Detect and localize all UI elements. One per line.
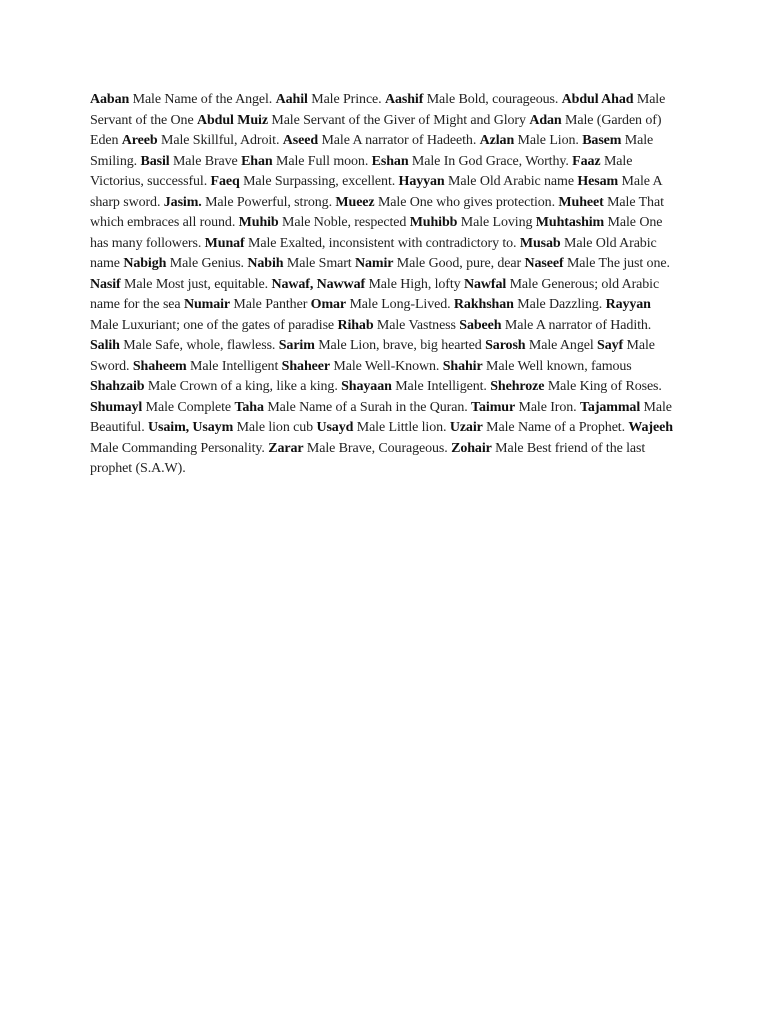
entry-gender: Male — [318, 338, 347, 353]
name-entry — [450, 420, 625, 435]
entry-meaning: Smiling. — [90, 153, 138, 169]
entry-gender: Male — [636, 92, 666, 107]
entry-gender: Male — [395, 379, 424, 394]
entry-gender: Male — [564, 235, 593, 251]
entry-meaning: Servant of the One — [90, 112, 194, 128]
entry-gender: Male — [396, 256, 426, 271]
entry-gender: Male — [607, 194, 636, 210]
entry-gender: Male — [643, 399, 672, 415]
entry-name: Nasif — [90, 276, 121, 292]
entry-name: Wajeeh — [628, 420, 673, 435]
entry-gender: Male — [368, 276, 397, 292]
entry-gender: Male — [356, 420, 386, 435]
entry-name: Adan — [529, 112, 562, 128]
entry-name: Aaban — [90, 92, 130, 107]
entry-name: Rakhshan — [453, 297, 514, 312]
name-entry — [140, 154, 237, 169]
entry-gender: Male — [460, 215, 490, 230]
entry-gender: Male — [169, 256, 199, 271]
name-entry — [279, 338, 482, 353]
names-document-body — [90, 90, 682, 480]
entry-name: Muheet — [558, 194, 604, 210]
entry-meaning: Intelligent — [221, 358, 279, 374]
entry-meaning: Smart — [318, 256, 352, 271]
name-entry — [282, 359, 440, 374]
entry-name: Muhibb — [409, 215, 458, 230]
name-entry — [90, 277, 268, 292]
entry-meaning: Noble, respected — [313, 215, 407, 230]
entry-gender: Male — [267, 399, 296, 415]
entry-meaning: lion cub — [268, 420, 314, 435]
entry-name: Shaheer — [281, 358, 330, 374]
entry-gender: Male — [426, 92, 456, 107]
name-entry — [90, 379, 338, 394]
name-entry — [276, 92, 382, 107]
entry-name: Nawaf, Nawwaf — [271, 276, 366, 292]
entry-name: Mueez — [335, 194, 375, 210]
entry-meaning: Full moon. — [307, 153, 369, 169]
entry-meaning: Exalted, inconsistent with contradictory to. — [279, 235, 517, 251]
entry-gender: Male — [566, 256, 596, 271]
name-entry — [283, 133, 476, 148]
name-entry — [480, 133, 579, 148]
entry-gender: Male — [626, 338, 655, 353]
entry-gender: Male — [528, 338, 558, 353]
entry-meaning: Iron. — [550, 399, 577, 415]
entry-name: Basil — [140, 153, 170, 169]
entry-name: Sarosh — [485, 338, 526, 353]
name-entry — [341, 379, 487, 394]
entry-name: Zarar — [268, 440, 304, 456]
entry-gender: Male — [306, 440, 336, 456]
entry-meaning: Good, pure, dear — [428, 256, 522, 271]
entry-meaning: Most just, equitable. — [155, 276, 269, 292]
entry-gender: Male — [90, 440, 119, 456]
name-entry — [123, 256, 244, 271]
entry-meaning: Dazzling. — [549, 297, 603, 312]
name-entry — [197, 113, 526, 128]
entry-gender: Male — [233, 297, 262, 312]
name-entry — [399, 174, 574, 189]
entry-gender: Male — [349, 297, 378, 312]
entry-gender: Male — [145, 399, 174, 415]
entry-meaning: King of Roses. — [579, 379, 662, 394]
entry-meaning: Safe, whole, flawless. — [155, 338, 276, 353]
entry-name: Basem — [582, 133, 622, 148]
entry-gender: Male — [565, 112, 594, 128]
entry-name: Nawfal — [463, 276, 507, 292]
entry-gender: Male — [509, 276, 538, 292]
entry-meaning: Well known, famous — [517, 358, 632, 374]
entry-name: Hayyan — [398, 174, 445, 189]
entry-name: Namir — [355, 256, 394, 271]
entry-name: Naseef — [524, 256, 564, 271]
name-entry — [148, 420, 313, 435]
entry-gender: Male — [236, 420, 265, 435]
entry-meaning: Angel — [559, 338, 594, 353]
entry-meaning: A sharp sword. — [90, 174, 662, 210]
entry-meaning: Little lion. — [388, 420, 447, 435]
entry-name: Taimur — [471, 399, 516, 415]
name-entry — [164, 195, 332, 210]
entry-name: Eshan — [371, 153, 409, 169]
name-entry — [184, 297, 307, 312]
entry-name: Usaim, Usaym — [148, 420, 234, 435]
entry-gender: Male — [411, 153, 441, 169]
name-entry — [239, 215, 407, 230]
entry-gender: Male — [321, 133, 350, 148]
name-entry — [90, 338, 275, 353]
entry-name: Rayyan — [605, 297, 651, 312]
entry-name: Aseed — [282, 133, 319, 148]
name-entry — [90, 92, 272, 107]
entry-meaning: Brave — [204, 153, 238, 169]
name-entry — [271, 277, 460, 292]
entry-name: Sabeeh — [459, 317, 502, 333]
entry-gender: Male — [123, 338, 152, 353]
entry-gender: Male — [486, 420, 515, 435]
name-entry — [524, 256, 669, 271]
name-entry — [90, 400, 231, 415]
name-entry — [355, 256, 521, 271]
entry-meaning: Lion. — [549, 133, 579, 148]
entry-meaning: Genius. — [201, 256, 244, 271]
entry-meaning: Generous; old Arabic name for the sea — [90, 276, 660, 312]
entry-name: Taha — [234, 399, 264, 415]
entry-meaning: Panther — [265, 297, 308, 312]
entry-name: Ehan — [241, 153, 273, 169]
entry-name: Abdul Muiz — [196, 112, 268, 128]
entry-gender: Male — [190, 358, 219, 374]
entry-gender: Male — [517, 297, 546, 312]
entry-name: Shahir — [442, 358, 483, 374]
entry-meaning: Powerful, strong. — [236, 194, 332, 210]
entry-meaning: Intelligent. — [426, 379, 487, 394]
name-entry — [471, 400, 577, 415]
name-entry — [247, 256, 351, 271]
entry-gender: Male — [518, 399, 547, 415]
name-entry — [211, 174, 396, 189]
entry-gender: Male — [311, 92, 340, 107]
entry-meaning: Beautiful. — [90, 420, 145, 435]
entry-meaning: Loving — [492, 215, 533, 230]
entry-name: Sarim — [278, 338, 315, 353]
entry-name: Shahzaib — [90, 379, 145, 394]
entry-gender: Male — [271, 112, 300, 128]
entry-name: Shayaan — [341, 379, 392, 394]
entry-meaning: Best friend of the last prophet (S.A.W). — [90, 440, 646, 476]
entry-meaning: Skillful, Adroit. — [192, 133, 280, 148]
entry-name: Muhib — [238, 215, 279, 230]
entry-meaning: Prince. — [343, 92, 382, 107]
entry-gender: Male — [603, 153, 633, 169]
entry-name: Rihab — [337, 317, 374, 333]
entry-meaning: Luxuriant; one of the gates of paradise — [121, 317, 335, 333]
name-entry — [372, 154, 569, 169]
entry-gender: Male — [448, 174, 477, 189]
entry-gender: Male — [547, 379, 577, 394]
entry-name: Muhtashim — [535, 215, 605, 230]
entry-meaning: Complete — [177, 399, 232, 415]
entry-meaning: Name of the Angel. — [164, 92, 273, 107]
entry-gender: Male — [147, 379, 177, 394]
entry-meaning: Old Arabic name — [90, 235, 657, 271]
entry-name: Nabigh — [123, 256, 167, 271]
entry-gender: Male — [504, 317, 534, 333]
entry-meaning: Well-Known. — [364, 358, 440, 374]
entry-name: Azlan — [479, 133, 515, 148]
name-entry — [316, 420, 446, 435]
entry-gender: Male — [248, 235, 277, 251]
entry-gender: Male — [282, 215, 311, 230]
entry-name: Numair — [183, 297, 230, 312]
entry-meaning: Lion, brave, big hearted — [349, 338, 482, 353]
entry-meaning: That which embraces all round. — [90, 194, 664, 230]
entry-name: Areeb — [121, 133, 158, 148]
entry-gender: Male — [275, 153, 305, 169]
name-entry — [385, 92, 558, 107]
entry-name: Nabih — [247, 256, 284, 271]
name-entry — [454, 297, 602, 312]
entry-name: Sayf — [597, 338, 624, 353]
name-entry — [234, 400, 467, 415]
entry-gender: Male — [517, 133, 546, 148]
name-entry — [133, 359, 278, 374]
entry-name: Abdul Ahad — [561, 92, 634, 107]
entry-name: Aashif — [384, 92, 424, 107]
entry-name: Tajammal — [579, 399, 641, 415]
entry-gender: Male — [495, 440, 524, 456]
entry-name: Omar — [310, 297, 347, 312]
entry-name: Faeq — [210, 174, 240, 189]
entry-name: Jasim. — [163, 194, 202, 210]
entry-meaning: High, lofty — [400, 276, 461, 292]
entry-gender: Male — [286, 256, 316, 271]
entry-gender: Male — [621, 174, 650, 189]
entry-name: Zohair — [451, 440, 492, 456]
entry-gender: Male — [132, 92, 161, 107]
name-entry — [122, 133, 280, 148]
name-entry — [268, 441, 447, 456]
entry-gender: Male — [205, 194, 234, 210]
entry-meaning: Servant of the Giver of Might and Glory — [303, 112, 526, 128]
entry-meaning: A narrator of Hadith. — [535, 317, 652, 333]
entry-meaning: Bold, courageous. — [458, 92, 559, 107]
entry-meaning: Vastness — [408, 317, 456, 333]
entry-meaning: Commanding Personality. — [121, 440, 265, 456]
entry-name: Shaheem — [132, 358, 187, 374]
entry-gender: Male — [90, 317, 119, 333]
entry-meaning: Crown of a king, like a king. — [179, 379, 338, 394]
entry-meaning: One who gives protection. — [409, 194, 555, 210]
entry-gender: Male — [377, 194, 407, 210]
entry-gender: Male — [160, 133, 190, 148]
name-entry — [241, 154, 368, 169]
name-entry — [205, 236, 517, 251]
entry-meaning: The just one. — [598, 256, 670, 271]
entry-name: Hesam — [577, 174, 619, 189]
entry-gender: Male — [243, 174, 272, 189]
entry-meaning: (Garden of) Eden — [90, 112, 662, 148]
name-entry — [485, 338, 594, 353]
entry-name: Shehroze — [490, 379, 545, 394]
names-paragraph — [90, 90, 682, 480]
entry-meaning: Surpassing, excellent. — [274, 174, 396, 189]
entry-gender: Male — [607, 215, 636, 230]
entry-name: Faaz — [572, 153, 601, 169]
name-entry — [410, 215, 533, 230]
entry-gender: Male — [485, 358, 515, 374]
entry-gender: Male — [333, 358, 362, 374]
entry-gender: Male — [376, 317, 406, 333]
name-entry — [490, 379, 662, 394]
entry-name: Uzair — [449, 420, 483, 435]
name-entry — [335, 195, 555, 210]
entry-name: Munaf — [204, 235, 245, 251]
entry-gender: Male — [624, 133, 654, 148]
entry-meaning: A narrator of Hadeeth. — [352, 133, 477, 148]
entry-meaning: In God Grace, Worthy. — [443, 153, 569, 169]
entry-meaning: Old Arabic name — [479, 174, 574, 189]
name-entry — [443, 359, 632, 374]
entry-meaning: Victorius, successful. — [90, 174, 208, 189]
entry-gender: Male — [124, 276, 153, 292]
entry-name: Shumayl — [90, 399, 143, 415]
entry-name: Usayd — [316, 420, 354, 435]
entry-meaning: Sword. — [90, 358, 130, 374]
entry-meaning: Name of a Surah in the Quran. — [299, 399, 468, 415]
entry-meaning: Long-Lived. — [381, 297, 451, 312]
entry-meaning: One has many followers. — [90, 215, 663, 251]
entry-gender: Male — [172, 153, 202, 169]
entry-meaning: Brave, Courageous. — [338, 440, 448, 456]
name-entry — [337, 318, 455, 333]
name-entry — [311, 297, 451, 312]
entry-meaning: Name of a Prophet. — [517, 420, 625, 435]
entry-name: Musab — [519, 235, 561, 251]
entry-name: Salih — [90, 338, 120, 353]
entry-name: Aahil — [275, 92, 308, 107]
name-entry — [459, 318, 651, 333]
